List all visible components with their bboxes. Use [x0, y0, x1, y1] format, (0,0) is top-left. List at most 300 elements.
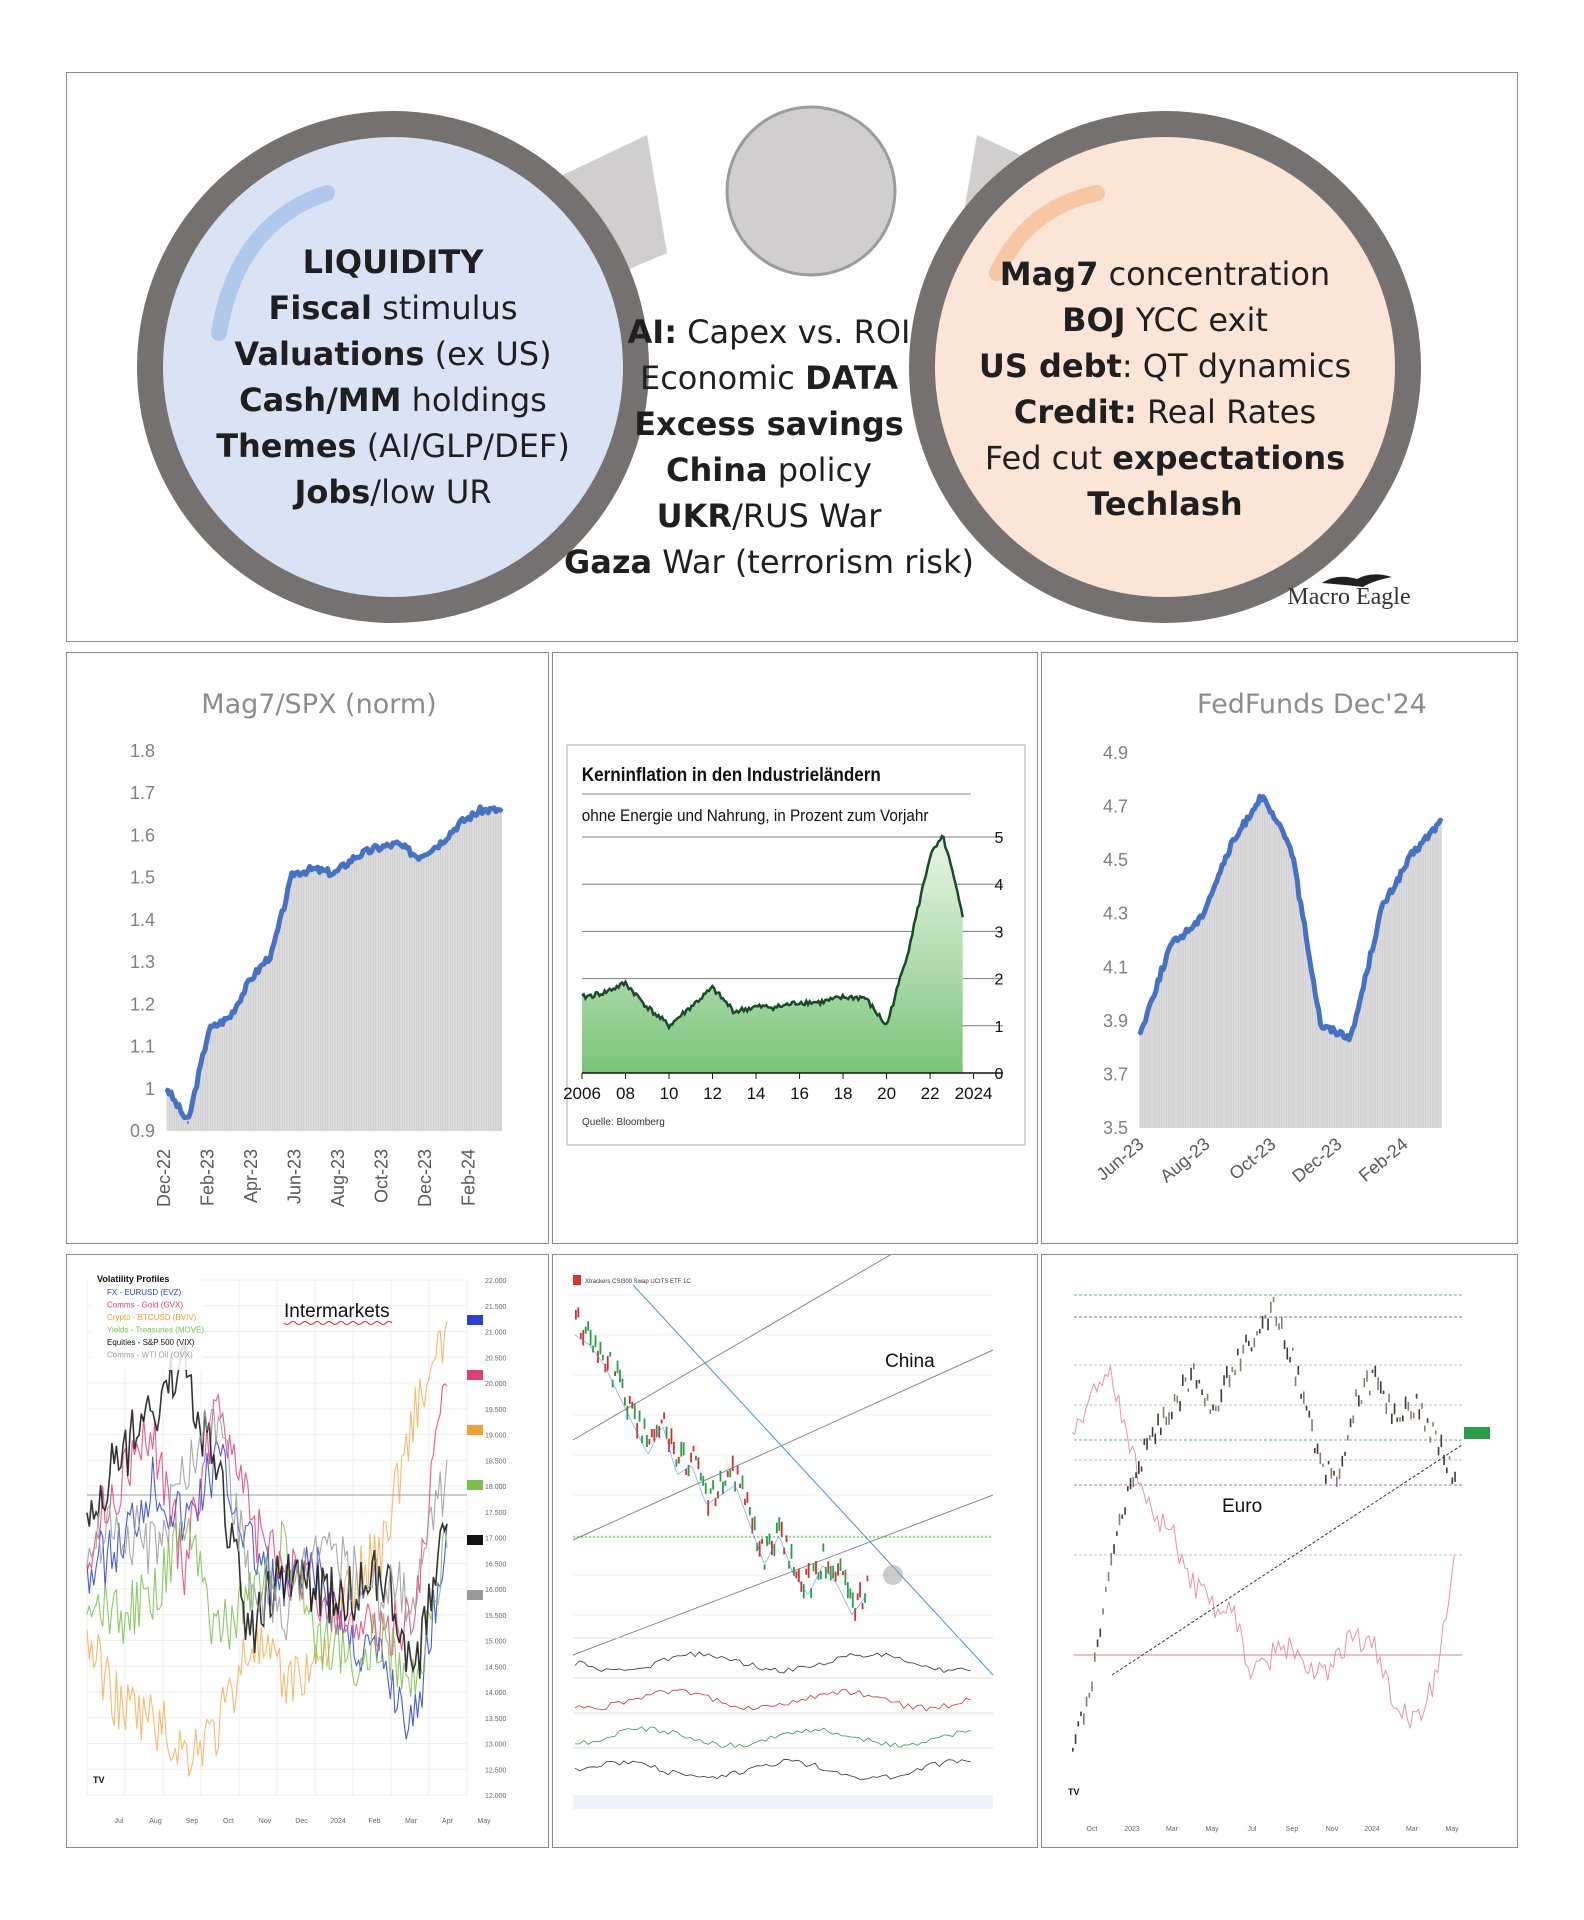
y-tick-label: 22.000	[485, 1278, 507, 1285]
candle	[1416, 1394, 1418, 1399]
candle	[1229, 1375, 1231, 1387]
chart-title: Kerninflation in den Industrieländern	[581, 764, 881, 786]
candle	[835, 1572, 837, 1582]
x-tick-label: Dec-22	[154, 1149, 174, 1208]
candle	[673, 1442, 675, 1454]
tv-logo: TV	[1068, 1787, 1080, 1797]
candle	[1300, 1394, 1302, 1399]
candle	[754, 1516, 756, 1530]
candle	[587, 1321, 589, 1330]
right-circle-line: Mag7 concentration	[999, 255, 1331, 293]
candle	[822, 1543, 824, 1551]
kerninflation-panel	[552, 652, 1038, 1244]
candle	[796, 1571, 798, 1578]
x-tick-label: Jul	[1247, 1826, 1257, 1833]
y-tick-label: 4.1	[1102, 957, 1128, 978]
candle	[1166, 1417, 1168, 1426]
x-tick-label: Nov	[258, 1818, 272, 1825]
candle	[720, 1471, 722, 1482]
x-tick-label: 16	[790, 1084, 810, 1103]
candle	[1188, 1388, 1190, 1391]
candle	[840, 1558, 842, 1571]
candle	[1427, 1418, 1429, 1423]
candle	[1102, 1608, 1104, 1614]
candle	[852, 1592, 854, 1607]
candle	[1454, 1472, 1456, 1482]
y-tick-label: 17.000	[485, 1535, 507, 1543]
y-tick-label: 16.500	[485, 1561, 507, 1569]
y-tick-label: 1.6	[129, 825, 155, 846]
candle	[1072, 1748, 1074, 1752]
fedfunds-panel	[1041, 652, 1518, 1244]
y-tick-label: 1.2	[129, 994, 155, 1015]
candle	[1344, 1452, 1346, 1456]
candle	[1413, 1413, 1415, 1419]
candle	[1119, 1514, 1121, 1525]
left-circle-line: LIQUIDITY	[302, 243, 484, 281]
candle	[609, 1352, 611, 1357]
y-tick-label: 1.7	[129, 783, 155, 804]
candle	[1193, 1363, 1195, 1369]
candle	[700, 1473, 702, 1481]
candle	[747, 1492, 749, 1503]
euro-chart	[1042, 1255, 1516, 1846]
x-tick-label: 20	[877, 1084, 897, 1103]
candle	[808, 1563, 810, 1578]
x-tick-label: 14	[746, 1084, 766, 1103]
y-tick-label: 15.000	[485, 1638, 507, 1646]
candle	[832, 1566, 834, 1578]
candle	[705, 1483, 707, 1494]
x-tick-label: Jun-23	[284, 1149, 305, 1205]
candle	[1380, 1381, 1382, 1393]
candle	[1179, 1401, 1181, 1412]
candle	[1276, 1317, 1278, 1326]
y-tick-label: 4.7	[1102, 796, 1128, 817]
x-tick-label: May	[1205, 1826, 1219, 1833]
legend-entry: Comms - WTI Oil (OVX)	[107, 1350, 193, 1360]
candle	[631, 1402, 633, 1409]
candle	[639, 1410, 641, 1421]
y-tick-label: 15.500	[485, 1612, 507, 1620]
trend-line	[633, 1285, 993, 1675]
candle	[786, 1535, 788, 1542]
candle	[1133, 1477, 1135, 1487]
candle	[1402, 1415, 1404, 1421]
indicator-line	[575, 1727, 971, 1748]
candle	[1221, 1389, 1223, 1402]
candle	[671, 1428, 673, 1444]
candle	[798, 1568, 800, 1582]
center-line: China policy	[666, 451, 872, 489]
data-point	[1380, 907, 1382, 909]
candle	[820, 1571, 822, 1579]
chart-subtitle: ohne Energie und Nahrung, in Prozent zum Vorjahr	[581, 806, 929, 826]
candle	[1086, 1697, 1088, 1707]
china-panel	[552, 1254, 1038, 1848]
candle	[1267, 1318, 1269, 1330]
y-tick-label: 12.000	[485, 1793, 507, 1800]
chart-title: Intermarkets	[284, 1301, 390, 1322]
candle	[1240, 1359, 1242, 1372]
candle	[1383, 1391, 1385, 1394]
candle	[1281, 1317, 1283, 1329]
candle	[1212, 1404, 1214, 1410]
candle	[1204, 1398, 1206, 1407]
candle	[732, 1456, 734, 1471]
data-point	[1411, 854, 1413, 856]
y-tick-label: 0.9	[129, 1121, 155, 1141]
candle	[577, 1307, 579, 1317]
candle	[1256, 1331, 1258, 1336]
x-tick-label: 18	[833, 1084, 853, 1103]
candle	[661, 1419, 663, 1423]
center-line: UKR/RUS War	[656, 497, 882, 535]
candle	[1410, 1411, 1412, 1419]
legend-entry: FX - EURUSD (EVZ)	[107, 1288, 182, 1297]
left-circle-line: Themes (AI/GLP/DEF)	[216, 427, 570, 465]
x-tick-label: 10	[659, 1084, 679, 1103]
candle	[1171, 1412, 1173, 1419]
candle	[1342, 1456, 1344, 1467]
series-line	[87, 1409, 447, 1640]
indicator-line	[575, 1652, 971, 1673]
data-point	[250, 978, 252, 980]
candle	[1369, 1391, 1371, 1396]
x-tick-label: 2023	[1124, 1826, 1140, 1833]
y-tick-label: 13.000	[485, 1741, 507, 1749]
candle	[1270, 1302, 1272, 1313]
candle	[813, 1564, 815, 1571]
legend-entry: Crypto - BTCUSD (BVIV)	[107, 1313, 197, 1322]
y-tick-label: 4.9	[1102, 743, 1128, 763]
candle	[695, 1456, 697, 1461]
candle	[1386, 1403, 1388, 1414]
y-tick-label: 14.500	[485, 1664, 507, 1672]
candle	[1449, 1456, 1451, 1459]
y-tick-label: 4	[994, 877, 1004, 895]
price-badge	[467, 1480, 483, 1490]
data-point	[501, 809, 503, 811]
x-tick-label: Sep	[185, 1818, 199, 1825]
right-circle-line: Fed cut expectations	[984, 439, 1346, 477]
left-circle-line: Valuations (ex US)	[234, 335, 552, 373]
legend-title: Volatility Profiles	[97, 1274, 170, 1284]
candle	[1430, 1437, 1432, 1443]
y-tick-label: 20.500	[485, 1355, 507, 1363]
data-point	[375, 847, 377, 849]
data-point	[1139, 1033, 1141, 1035]
data-point	[417, 855, 419, 857]
candle	[1355, 1389, 1357, 1396]
candle	[595, 1335, 597, 1347]
y-tick-label: 5	[994, 830, 1004, 847]
candle	[663, 1412, 665, 1419]
candle	[1314, 1448, 1316, 1453]
y-tick-label: 17.500	[485, 1509, 507, 1517]
magnifier-graphic	[67, 73, 1516, 640]
left-circle-line: Cash/MM holdings	[239, 381, 547, 419]
candle	[590, 1330, 592, 1346]
symbol-icon	[573, 1275, 581, 1285]
candle	[678, 1457, 680, 1464]
x-tick-label: 12	[703, 1084, 722, 1103]
x-tick-label: Jul	[114, 1818, 124, 1825]
candle	[1375, 1366, 1377, 1377]
candle	[675, 1459, 677, 1466]
y-tick-label: 0	[994, 1066, 1004, 1083]
candle	[1089, 1693, 1091, 1698]
x-tick-label: Mar	[404, 1818, 418, 1825]
candle	[842, 1571, 844, 1575]
y-tick-label: 1	[994, 1018, 1004, 1036]
candle	[1237, 1349, 1239, 1355]
candle	[847, 1582, 849, 1598]
candle	[776, 1523, 778, 1533]
x-tick-label: 2024	[954, 1084, 993, 1103]
y-tick-label: 13.500	[485, 1715, 507, 1723]
candle	[1097, 1639, 1099, 1646]
candle	[619, 1370, 621, 1383]
data-point	[208, 1028, 210, 1030]
candle	[1232, 1367, 1234, 1372]
candle	[1075, 1734, 1077, 1744]
candle	[1091, 1682, 1093, 1692]
x-tick-label: Dec-23	[1288, 1133, 1346, 1187]
right-circle-line: Techlash	[1087, 485, 1243, 523]
candle	[1111, 1553, 1113, 1566]
candle	[634, 1404, 636, 1420]
candle	[649, 1439, 651, 1445]
candle	[646, 1435, 648, 1447]
candle	[1223, 1375, 1225, 1385]
candle	[1419, 1409, 1421, 1419]
candle	[742, 1475, 744, 1489]
candle	[761, 1539, 763, 1544]
price-badge	[1464, 1427, 1490, 1439]
y-tick-label: 1	[144, 1078, 155, 1099]
price-badge	[467, 1590, 483, 1600]
data-point	[187, 1121, 189, 1123]
candle	[1364, 1378, 1366, 1387]
candle	[1284, 1340, 1286, 1349]
data-point	[229, 1016, 231, 1018]
candle	[1421, 1403, 1423, 1409]
candle	[693, 1446, 695, 1452]
candle	[710, 1488, 712, 1494]
x-tick-label: Feb	[368, 1818, 381, 1825]
data-point	[1320, 1025, 1322, 1027]
candle	[1408, 1402, 1410, 1411]
legend-entry: Equities - S&P 500 (VIX)	[107, 1338, 195, 1347]
data-point	[166, 1088, 168, 1090]
candle	[1135, 1472, 1137, 1478]
source-label: Quelle: Bloomberg	[582, 1117, 665, 1128]
candle	[680, 1442, 682, 1457]
candle	[815, 1561, 817, 1574]
candle	[1366, 1370, 1368, 1381]
y-tick-label: 18.000	[485, 1484, 507, 1491]
candle	[1361, 1400, 1363, 1404]
candle	[1298, 1366, 1300, 1375]
candle	[1435, 1431, 1437, 1435]
candle	[1144, 1439, 1146, 1446]
y-tick-label: 2	[994, 971, 1004, 989]
candle	[1265, 1315, 1267, 1319]
candle	[698, 1457, 700, 1469]
x-tick-label: Apr-23	[241, 1149, 261, 1204]
candle	[1196, 1380, 1198, 1389]
top-infographic-panel	[66, 72, 1518, 642]
x-tick-label: Mar	[1165, 1826, 1179, 1833]
y-tick-label: 4.3	[1102, 903, 1128, 924]
candle	[1105, 1587, 1107, 1592]
x-tick-label: Nov	[1325, 1826, 1339, 1833]
indicator-line	[575, 1689, 971, 1711]
center-line: Gaza War (terrorism risk)	[564, 543, 974, 581]
candle	[1122, 1514, 1124, 1518]
x-tick-label: Aug	[149, 1818, 162, 1825]
y-tick-label: 21.000	[485, 1329, 507, 1337]
candle	[1289, 1357, 1291, 1362]
highlight-circle	[883, 1565, 903, 1585]
data-point	[270, 952, 272, 954]
candle	[1160, 1428, 1162, 1435]
candle	[1320, 1453, 1322, 1465]
volume-strip	[573, 1795, 993, 1809]
data-point	[1441, 819, 1443, 821]
x-tick-label: 2006	[563, 1084, 601, 1103]
candle	[862, 1603, 864, 1609]
candle	[739, 1484, 741, 1488]
indicator-line	[575, 1759, 971, 1779]
candle	[729, 1469, 731, 1477]
candle	[1248, 1341, 1250, 1346]
candle	[1322, 1464, 1324, 1467]
x-tick-label: Aug-23	[328, 1149, 348, 1208]
candle	[582, 1330, 584, 1346]
candle	[769, 1534, 771, 1545]
candle	[585, 1327, 587, 1334]
data-point	[1169, 945, 1171, 947]
hub-circle	[727, 107, 895, 275]
candle	[1295, 1377, 1297, 1387]
mag7-spx-panel	[66, 652, 549, 1244]
candle	[683, 1442, 685, 1455]
y-tick-label: 21.500	[485, 1303, 507, 1311]
candle	[1207, 1394, 1209, 1401]
candle	[1177, 1396, 1179, 1403]
candle	[617, 1361, 619, 1374]
y-tick-label: 16.000	[485, 1587, 507, 1594]
candle	[1254, 1338, 1256, 1347]
candle	[1391, 1414, 1393, 1424]
data-point	[333, 872, 335, 874]
x-tick-label: 2024	[330, 1818, 346, 1825]
candle	[614, 1371, 616, 1376]
candle	[1446, 1467, 1448, 1473]
china-chart	[553, 1255, 1036, 1846]
candle	[830, 1566, 832, 1581]
candle	[764, 1564, 766, 1569]
data-point	[438, 843, 440, 845]
data-point	[1290, 846, 1292, 848]
kerninflation-chart	[553, 653, 1036, 1242]
price-badge	[467, 1370, 483, 1380]
y-tick-label: 19.000	[485, 1432, 507, 1440]
candle	[1152, 1427, 1154, 1437]
intermarkets-panel	[66, 1254, 549, 1848]
x-tick-label: 08	[616, 1084, 635, 1103]
candle	[707, 1500, 709, 1516]
x-tick-label: Feb-24	[458, 1149, 479, 1207]
candle	[1399, 1417, 1401, 1422]
candle	[749, 1507, 751, 1515]
y-tick-label: 3	[994, 924, 1004, 942]
candle	[1394, 1403, 1396, 1414]
logo-text: Macro Eagle	[1287, 584, 1411, 610]
right-circle-line: US debt: QT dynamics	[978, 347, 1352, 385]
y-tick-label: 4.5	[1102, 850, 1128, 871]
candle	[1243, 1345, 1245, 1354]
candle	[1157, 1414, 1159, 1426]
x-tick-label: Feb-23	[197, 1149, 218, 1207]
candle	[1397, 1418, 1399, 1422]
candle	[1163, 1407, 1165, 1419]
tv-logo: TV	[93, 1775, 105, 1785]
candle	[1251, 1347, 1253, 1351]
data-point	[396, 843, 398, 845]
candle	[1234, 1370, 1236, 1375]
price-badge	[467, 1315, 483, 1325]
candle	[651, 1429, 653, 1437]
price-badge	[467, 1425, 483, 1435]
legend-entry: Comms - Gold (GVX)	[107, 1300, 184, 1310]
candle	[602, 1355, 604, 1360]
data-point	[312, 868, 314, 870]
candle	[781, 1522, 783, 1537]
x-tick-label: Mar	[1405, 1826, 1419, 1833]
y-tick-label: 1.3	[129, 952, 155, 973]
x-tick-label: Apr	[442, 1818, 453, 1825]
candle	[1273, 1297, 1275, 1302]
center-line: Economic DATA	[639, 359, 899, 397]
candle	[1078, 1721, 1080, 1726]
candle	[1210, 1409, 1212, 1414]
candle	[1168, 1412, 1170, 1424]
x-tick-label: Aug-23	[1156, 1133, 1214, 1187]
candle	[1262, 1316, 1264, 1329]
price-badge	[467, 1535, 483, 1545]
x-tick-label: Oct	[1086, 1826, 1098, 1833]
candle	[1116, 1531, 1118, 1536]
right-circle-line: BOJ YCC exit	[1062, 301, 1268, 339]
data-point	[1350, 1036, 1352, 1038]
candle	[575, 1310, 577, 1320]
y-tick-label: 18.500	[485, 1458, 507, 1466]
candle	[1199, 1380, 1201, 1384]
candle	[1358, 1395, 1360, 1406]
candle	[1141, 1467, 1143, 1472]
candle	[1452, 1477, 1454, 1483]
candle	[1432, 1422, 1434, 1426]
candle	[737, 1466, 739, 1475]
candle	[1185, 1377, 1187, 1381]
x-tick-label: Jun-23	[1092, 1133, 1148, 1185]
candle	[1353, 1415, 1355, 1423]
fedfunds-chart	[1042, 653, 1516, 1242]
data-point	[354, 855, 356, 857]
